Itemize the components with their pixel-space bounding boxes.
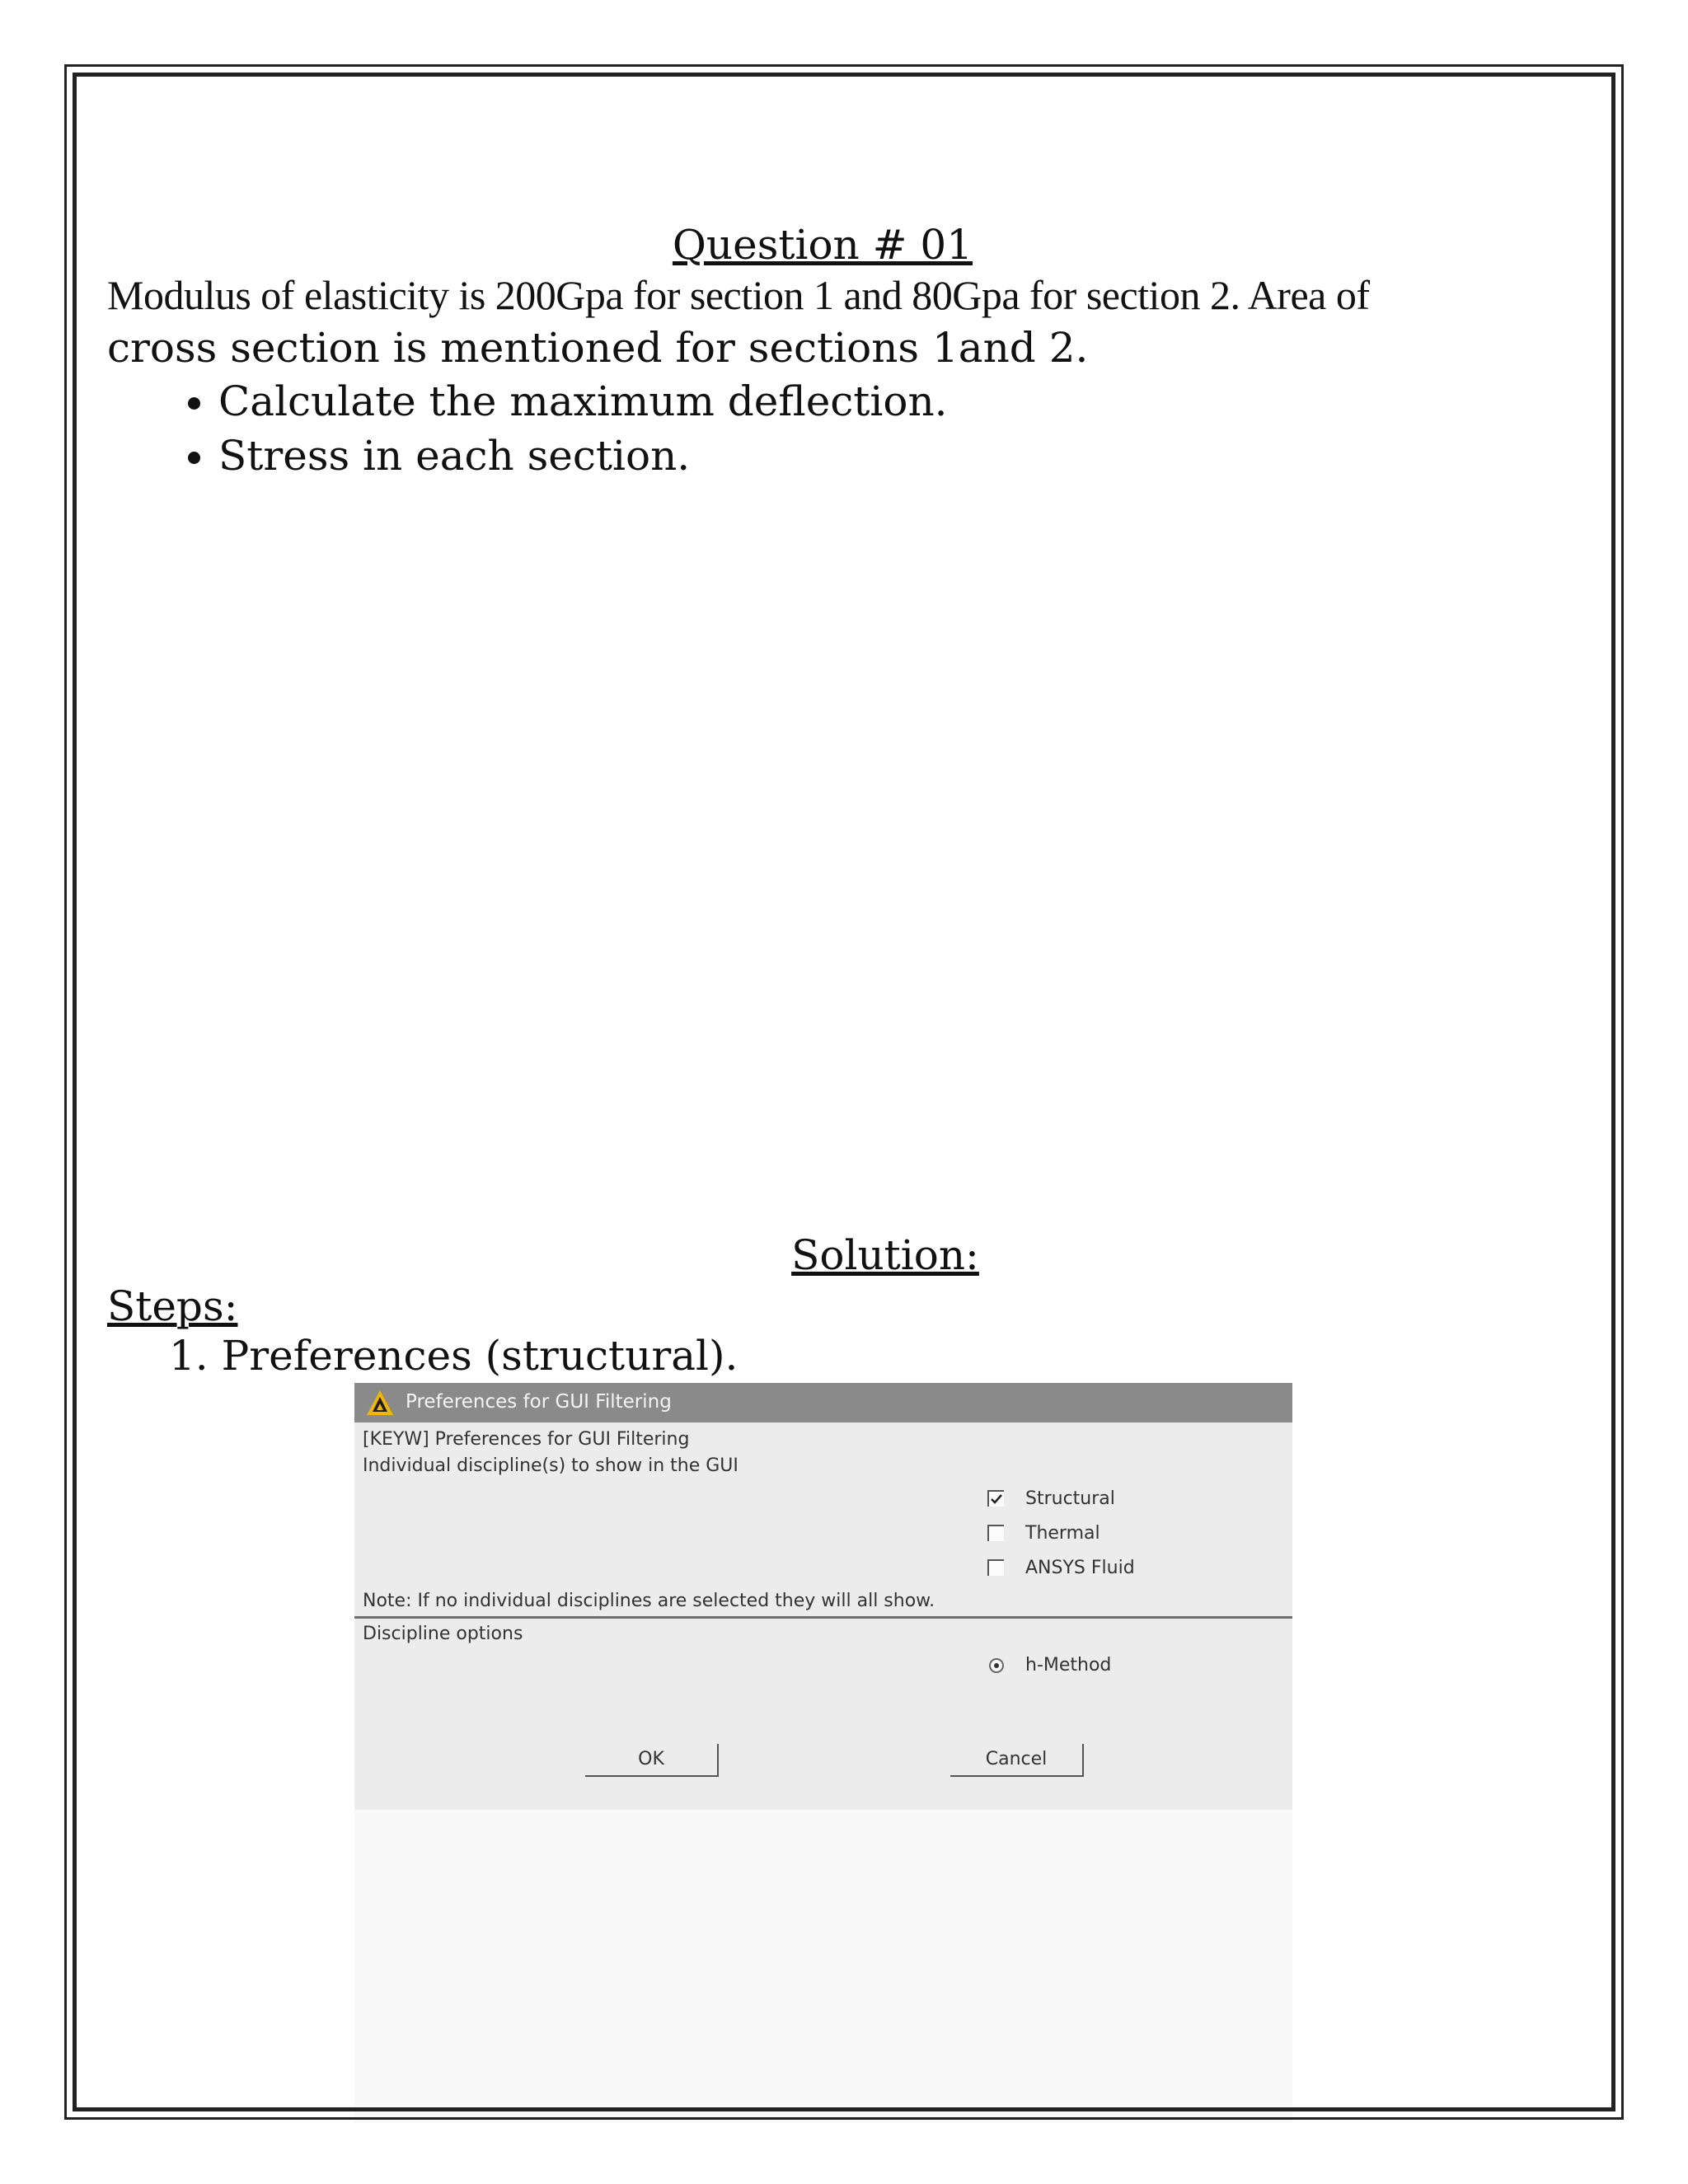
thermal-checkbox[interactable] (987, 1525, 1004, 1541)
note-text: Note: If no individual disciplines are selected they will all show. (363, 1591, 935, 1611)
structural-checkbox[interactable] (987, 1490, 1004, 1507)
question-line-1: Modulus of elasticity is 200Gpa for section 1 and 80Gpa for section 2. Area of (107, 272, 1370, 318)
dialog-divider (354, 1616, 1292, 1619)
ansys-fluid-checkbox[interactable] (987, 1559, 1004, 1576)
ansys-fluid-label: ANSYS Fluid (1025, 1558, 1135, 1578)
keyw-label: [KEYW] Preferences for GUI Filtering (363, 1429, 690, 1450)
preferences-dialog (354, 1383, 1292, 1810)
question-bullets (165, 374, 948, 483)
h-method-radio[interactable] (989, 1658, 1004, 1673)
dialog-titlebar (354, 1383, 1292, 1422)
h-method-label: h-Method (1025, 1655, 1112, 1675)
bullet-item: • Stress in each section. (218, 429, 948, 483)
cancel-button[interactable]: Cancel (950, 1744, 1084, 1777)
bullet-item: • Calculate the maximum deflection. (218, 374, 948, 429)
ok-button[interactable]: OK (585, 1744, 719, 1777)
discipline-options-label: Discipline options (363, 1624, 523, 1644)
question-text (107, 269, 1574, 374)
steps-title: Steps: (107, 1282, 238, 1330)
thermal-label: Thermal (1025, 1523, 1100, 1544)
checkmark-icon (990, 1493, 1003, 1506)
question-line-2: cross section is mentioned for sections 1and 2. (107, 324, 1089, 372)
step-1: 1. Preferences (structural). (169, 1332, 738, 1380)
ansys-logo-icon (366, 1390, 394, 1416)
dialog-title: Preferences for GUI Filtering (406, 1391, 672, 1413)
structural-label: Structural (1025, 1488, 1115, 1509)
discipline-prompt: Individual discipline(s) to show in the GUI (363, 1455, 738, 1476)
question-title: Question # 01 (672, 221, 973, 269)
solution-title: Solution: (791, 1231, 979, 1279)
